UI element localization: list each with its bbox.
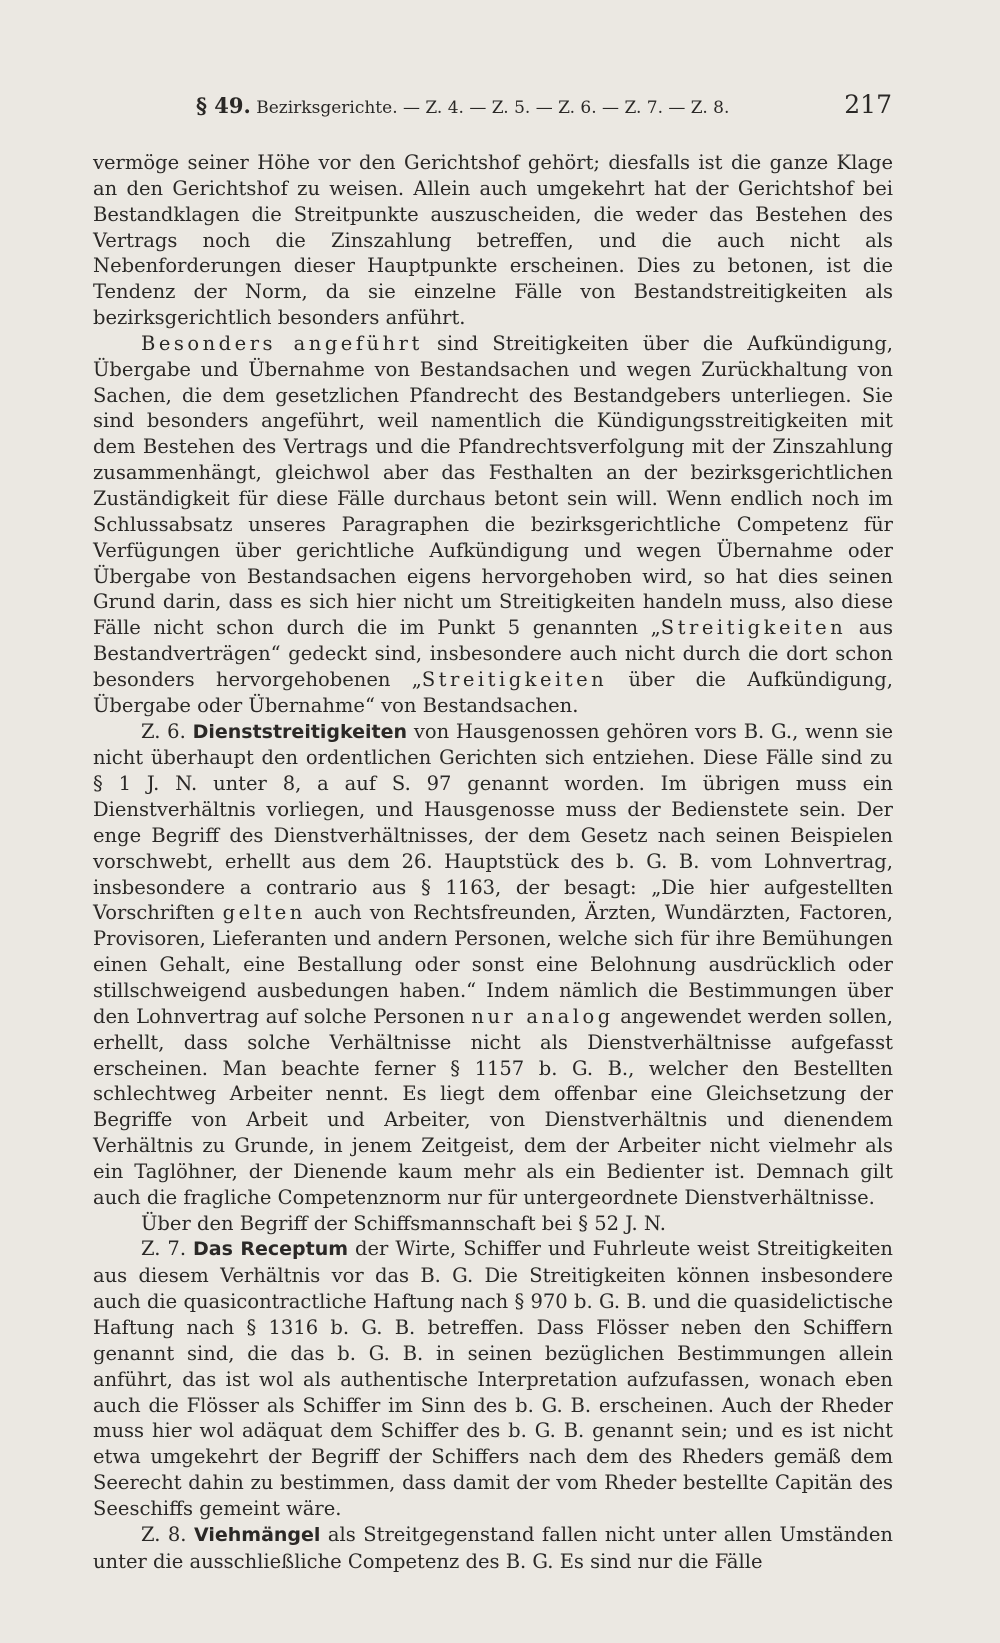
text-run: über die Aufkündigung, Übergabe oder Übernahme“ von Bestandsachen.: [93, 667, 893, 717]
paragraph: [93, 1522, 893, 1575]
text-run: Z. 7.: [141, 1237, 194, 1261]
emphasized-text: Streitigkeiten: [421, 667, 608, 691]
emphasized-text: Das Receptum: [193, 1238, 349, 1261]
paragraph: [93, 150, 893, 331]
text-run: auch von Rechtsfreunden, Ärzten, Wundärzten, Factoren, Provisoren, Lieferanten und andern Personen, welche sich für ihre Bemühungen einen Gehalt, eine Bestallung oder sonst eine Belohnung ausdrücklich oder stillschweigend ausbedungen haben.“ Indem nämlich die Bestimmungen über den Lohnvertrag auf solche Personen: [93, 901, 893, 1028]
paragraph: [93, 719, 893, 1211]
text-run: angewendet werden sollen, erhellt, dass solche Verhältnisse nicht als Dienstverhältnisse aufgefasst erscheinen. Man beachte ferner § 1157 b. G. B., welcher den Bestellten schlechtweg Arbeiter nennt. Es liegt dem offenbar eine Gleichsetzung der Begriffe von Arbeit und Arbeiter, von Dienstverhältnis und dienendem Verhältnis zu Grunde, in jenem Zeitgeist, dem der Arbeiter nicht vielmehr als ein Taglöhner, der Dienende kaum mehr als ein Bedienter ist. Demnach gilt auch die fragliche Competenznorm nur für untergeordnete Dienstverhältnisse.: [93, 1004, 893, 1209]
emphasized-text: Viehmängel: [193, 1523, 321, 1546]
running-header: [196, 90, 896, 127]
section-mark: § 49.: [196, 93, 251, 118]
page-body: [93, 150, 893, 1574]
paragraph: [93, 1236, 893, 1521]
text-run: Über den Begriff der Schiffsmannschaft bei § 52 J. N.: [141, 1211, 666, 1235]
emphasized-text: nur analog: [471, 1004, 614, 1028]
text-run: vermöge seiner Höhe vor den Gerichtshof gehört; diesfalls ist die ganze Klage an den Gerichtshof zu weisen. Allein auch umgekehrt hat der Gerichtshof bei Bestandklagen die Streitpunkte auszuscheiden, die weder das Bestehen des Vertrags noch die Zinszahlung betreffen, und die auch nicht als Nebenforderungen dieser Hauptpunkte erscheinen. Dies zu betonen, ist die Tendenz der Norm, da sie einzelne Fälle von Bestandstreitigkeiten als bezirksgerichtlich besonders anführt.: [93, 151, 893, 330]
header-title: Bezirksgerichte. — Z. 4. — Z. 5. — Z. 6. — Z. 7. — Z. 8.: [256, 98, 730, 118]
emphasized-text: Streitigkeiten: [660, 616, 847, 640]
text-run: der Wirte, Schiffer und Fuhrleute weist Streitigkeiten aus diesem Verhältnis vor das B. G. Die Streitigkeiten können insbesondere auch die quasicontractliche Haftung nach § 970 b. G. B. und die quasidelictische Haftung nach § 1316 b. G. B. betreffen. Dass Flösser neben den Schiffern genannt sind, die das b. G. B. in seinen bezüglichen Bestimmungen allein anführt, das ist wol als authentische Interpretation aufzufassen, wonach eben auch die Flösser als Schiffer im Sinn des b. G. B. erscheinen. Auch der Rheder muss hier wol adäquat dem Schiffer des b. G. B. genannt sein; und es ist nicht etwa umgekehrt der Begriff der Schiffers nach dem des Rheders gemäß dem Seerecht dahin zu bestimmen, dass damit der vom Rheder bestellte Capitän des Seeschiffs gemeint wäre.: [93, 1237, 893, 1520]
text-run: als Streitgegenstand fallen nicht unter allen Umständen unter die ausschließliche Competenz des B. G. Es sind nur die Fälle: [93, 1522, 893, 1573]
paragraph: [93, 1211, 893, 1237]
page-number: 217: [844, 90, 892, 119]
emphasized-text: Dienststreitigkeiten: [192, 720, 408, 743]
text-run: Z. 8.: [141, 1522, 194, 1546]
text-run: sind Streitigkeiten über die Aufkündigung, Übergabe und Übernahme von Bestandsachen und wegen Zurückhaltung von Sachen, die dem gesetzlichen Pfandrecht des Bestandgebers unterliegen. Sie sind besonders angeführt, weil namentlich die Kündigungsstreitigkeiten mit dem Bestehen des Vertrags und die Pfandrechtsverfolgung mit der Zinszahlung zusammenhängt, gleichwol aber das Festhalten an der bezirksgerichtlichen Zuständigkeit für diese Fälle durchaus betont sein will. Wenn endlich noch im Schlussabsatz unseres Paragraphen die bezirksgerichtliche Competenz für Verfügungen über gerichtliche Aufkündigung und wegen Übernahme oder Übergabe von Bestandsachen eigens hervorgehoben wird, so hat dies seinen Grund darin, dass es sich hier nicht um Streitigkeiten handeln muss, also diese Fälle nicht schon durch die im Punkt 5 genannten „: [93, 331, 893, 640]
emphasized-text: Besonders angeführt: [141, 331, 423, 355]
text-run: von Hausgenossen gehören vors B. G., wenn sie nicht überhaupt den ordentlichen Gerichten sich entziehen. Diese Fälle sind zu § 1 J. N. unter 8, a auf S. 97 genannt worden. Im übrigen muss ein Dienstverhältnis vorliegen, und Hausgenosse muss der Bedienstete sein. Der enge Begriff des Dienstverhältnisses, der dem Gesetz nach seinen Beispielen vorschwebt, erhellt aus dem 26. Hauptstück des b. G. B. vom Lohnvertrag, insbesondere a contrario aus § 1163, der besagt: „Die hier aufgestellten Vorschriften: [93, 719, 893, 925]
text-run: aus Bestandverträgen“ gedeckt sind, insbesondere auch nicht durch die dort schon besonders hervorgehobenen „: [93, 616, 893, 691]
paragraph: [93, 331, 893, 719]
text-run: Z. 6.: [141, 719, 193, 743]
emphasized-text: gelten: [222, 901, 306, 925]
